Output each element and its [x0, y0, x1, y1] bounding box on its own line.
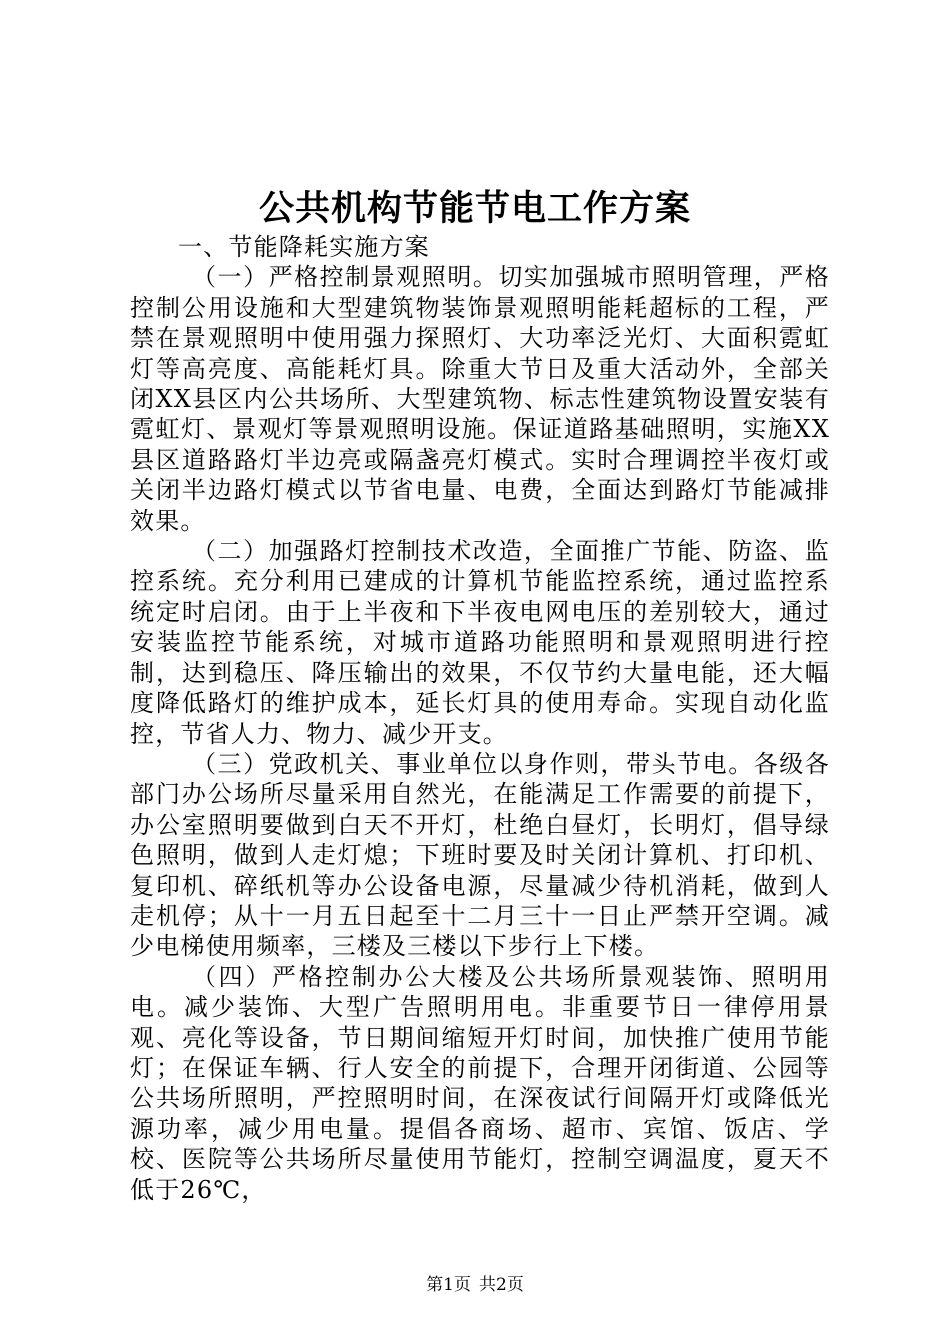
paragraph-3: （三）党政机关、事业单位以身作则，带头节电。各级各部门办公场所尽量采用自然光，在能满足工作需要的前提下，办公室照明要做到白天不开灯，杜绝白昼灯，长明灯，倡导绿色照明，做到人走灯熄；下班时要及时关闭计算机、打印机、复印机、碎纸机等办公设备电源，尽量减少待机消耗，做到人走机停；从十一月五日起至十二月三十一日止严禁开空调。减少电梯使用频率，三楼及三楼以下步行上下楼。: [130, 749, 830, 961]
page-number: 第1页: [426, 1275, 471, 1295]
page-footer: [0, 1274, 950, 1296]
paragraph-4: （四）严格控制办公大楼及公共场所景观装饰、照明用电。减少装饰、大型广告照明用电。非重要节日一律停用景观、亮化等设备，节日期间缩短开灯时间，加快推广使用节能灯；在保证车辆、行人安全的前提下，合理开闭街道、公园等公共场所照明，严控照明时间，在深夜试行间隔开灯或降低光源功率，减少用电量。提倡各商场、超市、宾馆、饭店、学校、医院等公共场所尽量使用节能灯，控制空调温度，夏天不低于26℃，: [130, 962, 830, 1204]
paragraph-1: （一）严格控制景观照明。切实加强城市照明管理，严格控制公用设施和大型建筑物装饰景观照明能耗超标的工程，严禁在景观照明中使用强力探照灯、大功率泛光灯、大面积霓虹灯等高亮度、高能耗灯具。除重大节日及重大活动外，全部关闭XX县区内公共场所、大型建筑物、标志性建筑物设置安装有霓虹灯、景观灯等景观照明设施。保证道路基础照明，实施XX县区道路路灯半边亮或隔盏亮灯模式。实时合理调控半夜灯或关闭半边路灯模式以节省电量、电费，全面达到路灯节能减排效果。: [130, 263, 830, 535]
paragraph-2: （二）加强路灯控制技术改造，全面推广节能、防盗、监控系统。充分利用已建成的计算机节能监控系统，通过监控系统定时启闭。由于上半夜和下半夜电网电压的差别较大，通过安装监控节能系统，对城市道路功能照明和景观照明进行控制，达到稳压、降压输出的效果，不仅节约大量电能，还大幅度降低路灯的维护成本，延长灯具的使用寿命。实现自动化监控，节省人力、物力、减少开支。: [130, 537, 830, 748]
section-heading: 一、节能降耗实施方案: [178, 233, 430, 261]
page-total: 共2页: [479, 1275, 524, 1295]
document-title: 公共机构节能节电工作方案: [258, 188, 691, 229]
document-body: [130, 232, 830, 1205]
